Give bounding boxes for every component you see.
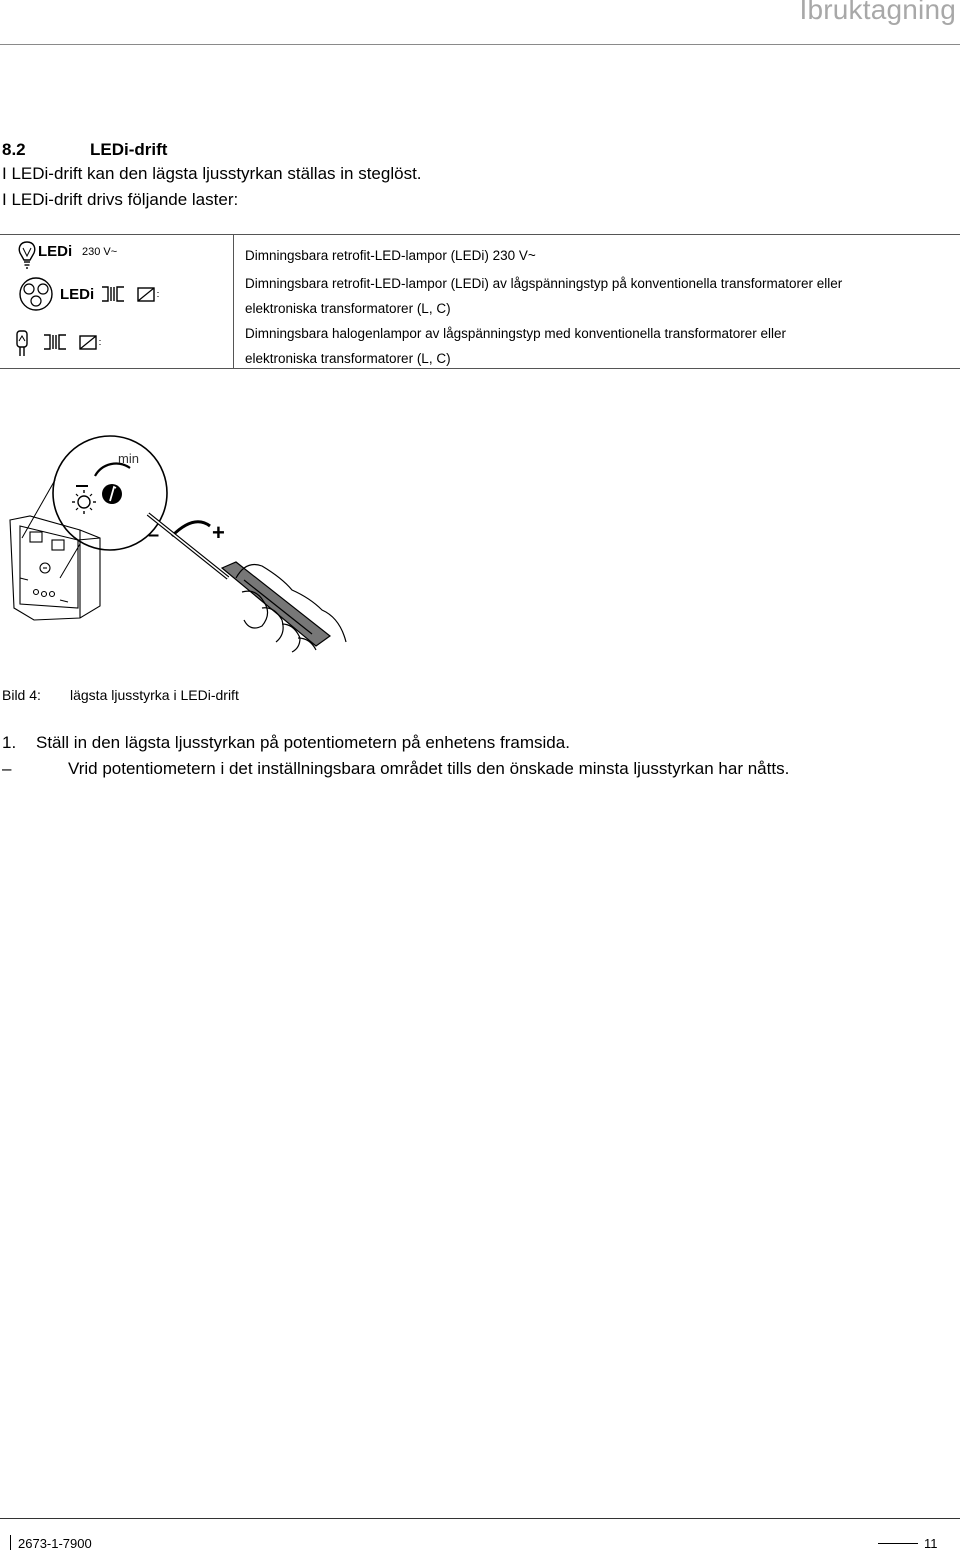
potentiometer-illustration [0, 428, 360, 658]
halogen-lamp-icon [14, 329, 30, 359]
figure-caption [2, 687, 239, 703]
bullet-1-marker: – [2, 759, 12, 778]
footer-doc-number: 2673-1-7900 [18, 1536, 92, 1551]
section-title: LEDi-drift [90, 140, 168, 159]
caption-text: lägsta ljusstyrka i LEDi-drift [70, 687, 239, 703]
dial-min-label: min [118, 451, 139, 466]
table-top-rule [0, 234, 960, 235]
symbol-voltage-label: 230 V~ [82, 246, 118, 258]
bullet-1-text: Vrid potentiometern i det inställningsbara området tills den önskade minsta ljusstyrkan har nåtts. [68, 759, 790, 778]
section-number: 8.2 [2, 140, 26, 159]
page-header-title: Ibruktagning [799, 0, 956, 25]
load-row-3-line-1: Dimningsbara halogenlampor av lågspänningstyp med konventionella transformatorer eller [245, 326, 787, 341]
footer-page-dash [878, 1543, 918, 1544]
load-row-1 [245, 243, 536, 268]
screwdriver-icon [148, 514, 330, 646]
step-1-number: 1. [2, 733, 17, 752]
minus-sign: – [148, 524, 160, 546]
intro-line-2: I LEDi-drift drivs följande laster: [2, 190, 239, 209]
header-divider [0, 44, 960, 45]
caption-label: Bild 4: [2, 687, 41, 703]
load-row-1-line-1: Dimningsbara retrofit-LED-lampor (LEDi) 230 V~ [245, 248, 536, 263]
load-row-2 [245, 271, 842, 321]
footer-page-number: 11 [924, 1536, 938, 1551]
symbol-ledi-label-2: LEDi [60, 286, 95, 303]
load-row-2-line-1: Dimningsbara retrofit-LED-lampor (LEDi) av lågspänningstyp på konventionella transformatorer eller [245, 276, 843, 291]
footer-bar [10, 1535, 11, 1550]
symbol-ledi-label-1: LEDi [38, 243, 73, 260]
low-voltage-led-icon [18, 276, 54, 312]
load-row-2-line-2: elektroniska transformatorer (L, C) [245, 301, 451, 316]
load-row-3 [245, 321, 786, 371]
plus-sign: + [212, 520, 225, 545]
step-1-text: Ställ in den lägsta ljusstyrkan på potentiometern på enhetens framsida. [36, 733, 570, 752]
table-column-divider [233, 234, 234, 369]
step-1 [2, 733, 570, 753]
retrofit-led-bulb-icon [16, 240, 38, 270]
footer-divider [0, 1518, 960, 1519]
load-table [0, 234, 960, 370]
section-heading [2, 140, 167, 160]
bullet-1 [2, 759, 789, 779]
transformer-symbols-icon [100, 284, 160, 304]
transformer-symbols-icon-2 [42, 332, 104, 352]
potentiometer-figure [0, 428, 360, 658]
intro-line-1: I LEDi-drift kan den lägsta ljusstyrkan ställas in steglöst. [2, 164, 422, 183]
load-row-3-line-2: elektroniska transformatorer (L, C) [245, 351, 451, 366]
